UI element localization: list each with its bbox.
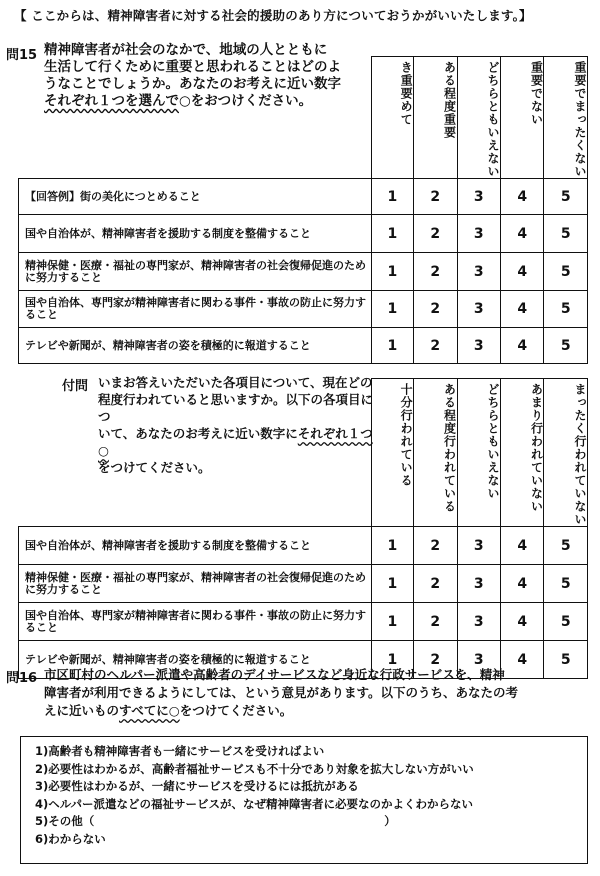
q15-choice[interactable]: 3: [457, 291, 500, 328]
q16-option[interactable]: 4)ヘルパー派遣などの福祉サービスが、なぜ精神障害者に必要なのかよくわからない: [35, 796, 473, 811]
q16-question: [44, 666, 594, 720]
q15-row-label: 国や自治体が、精神障害者を援助する制度を整備すること: [19, 215, 372, 253]
sub-choice[interactable]: 2: [414, 641, 457, 679]
q15-table: [18, 56, 588, 364]
sub-row-label: 精神保健・医療・福祉の専門家が、精神障害者の社会復帰促進のために努力すること: [19, 565, 372, 603]
table-row: [19, 565, 588, 603]
q15-col-header: ある程度重要: [414, 57, 457, 179]
q15-choice[interactable]: 4: [501, 179, 544, 215]
sub-col-header: どちらともいえない: [457, 379, 500, 527]
sub-line: いて、あなたのお考えに近い数字に: [98, 426, 298, 441]
sub-col-header: 十分行われている: [371, 379, 413, 527]
q16-option[interactable]: 3)必要性はわかるが、一緒にサービスを受けるには抵抗がある: [35, 779, 359, 793]
sub-tail: をつけてください。: [98, 460, 211, 475]
q15-line: うなことでしょうか。あなたのお考えに近い数字: [44, 76, 341, 92]
q15-choice[interactable]: 4: [501, 291, 544, 328]
q15-choice[interactable]: 1: [371, 328, 413, 364]
q16-emphasis: すべてに○: [119, 703, 180, 718]
q15-choice[interactable]: 5: [544, 291, 588, 328]
table-row: [19, 179, 588, 215]
section-header: 【 ここからは、精神障害者に対する社会的援助のあり方についておうかがいいたします。】: [14, 8, 532, 23]
q15-choice[interactable]: 4: [501, 253, 544, 291]
sub-number: 付問: [62, 379, 89, 394]
table-row: [19, 603, 588, 641]
sub-emphasis: それぞれ１つ○: [98, 426, 373, 458]
sub-choice[interactable]: 2: [414, 527, 457, 565]
q16-line: えに近いもの: [44, 703, 120, 718]
q15-row-label: 国や自治体、専門家が精神障害者に関わる事件・事故の防止に努力すること: [19, 291, 372, 328]
q15-choice[interactable]: 1: [371, 179, 413, 215]
q16-option: 5)その他（: [35, 814, 95, 828]
sub-line: 程度行われていると思いますか。以下の各項目につ: [98, 392, 374, 424]
sub-choice[interactable]: 4: [501, 603, 544, 641]
q15-choice[interactable]: 3: [457, 253, 500, 291]
q15-line: 精神障害者が社会のなかで、地域の人とともに: [44, 42, 328, 58]
q16-option[interactable]: 1)高齢者も精神障害者も一緒にサービスを受ければよい: [35, 744, 325, 758]
q15-line: 生活して行くために重要と思われることはどのよ: [44, 59, 341, 75]
q16-option[interactable]: 2)必要性はわかるが、高齢者福祉サービスも不十分であり対象を拡大しない方がいい: [35, 761, 474, 776]
q15-choice[interactable]: 5: [544, 215, 588, 253]
sub-choice[interactable]: 5: [544, 527, 588, 565]
q15-choice[interactable]: 2: [414, 215, 457, 253]
q16-number: 問16: [6, 671, 38, 686]
q15-choice[interactable]: 3: [457, 328, 500, 364]
sub-row-label: 国や自治体、専門家が精神障害者に関わる事件・事故の防止に努力すること: [19, 603, 372, 641]
q15-choice[interactable]: 4: [501, 328, 544, 364]
sub-line: いまお答えいただいた各項目について、現在どの: [98, 375, 373, 390]
table-row: [19, 215, 588, 253]
table-row: [19, 527, 588, 565]
q16-option-other[interactable]: [35, 813, 587, 831]
q15-col-header: どちらともいえない: [457, 57, 500, 179]
sub-choice[interactable]: 3: [457, 641, 500, 679]
q16-line: 障害者が利用できるようにしては、という意見があります。以下のうち、あなたの考: [44, 685, 519, 700]
sub-choice[interactable]: 4: [501, 527, 544, 565]
q15-choice[interactable]: 3: [457, 179, 500, 215]
sub-table: [18, 378, 588, 679]
q15-choice[interactable]: 2: [414, 291, 457, 328]
q16-other-close: ）: [384, 814, 396, 828]
q16-line: 市区町村のヘルパー派遣や高齢者のデイサービスなど身近な行政サービスを、精神: [44, 667, 505, 682]
q15-row-label: テレビや新聞が、精神障害者の姿を積極的に報道すること: [19, 328, 372, 364]
table-row: [19, 253, 588, 291]
sub-choice[interactable]: 5: [544, 565, 588, 603]
table-row: [19, 328, 588, 364]
sub-col-header: まったく行われていない: [544, 379, 588, 527]
sub-col-header: あまり行われていない: [501, 379, 544, 527]
sub-choice[interactable]: 3: [457, 565, 500, 603]
q15-choice[interactable]: 2: [414, 328, 457, 364]
q16-options-box: [20, 736, 588, 864]
table-row: [19, 291, 588, 328]
q15-choice[interactable]: 2: [414, 253, 457, 291]
sub-choice[interactable]: 5: [544, 641, 588, 679]
q15-row-label: 【回答例】街の美化につとめること: [19, 179, 372, 215]
sub-choice[interactable]: 3: [457, 527, 500, 565]
sub-choice[interactable]: 4: [501, 565, 544, 603]
sub-row-label: 国や自治体が、精神障害者を援助する制度を整備すること: [19, 527, 372, 565]
q15-row-label: 精神保健・医療・福祉の専門家が、精神障害者の社会復帰促進のために努力すること: [19, 253, 372, 291]
sub-choice[interactable]: 5: [544, 603, 588, 641]
sub-choice[interactable]: 1: [371, 527, 413, 565]
q15-choice[interactable]: 5: [544, 328, 588, 364]
q15-number: 問15: [6, 48, 38, 63]
q15-col-header: 重要でまったくない: [544, 57, 588, 179]
q15-choice[interactable]: 1: [371, 253, 413, 291]
sub-choice[interactable]: 1: [371, 565, 413, 603]
q15-choice[interactable]: 2: [414, 179, 457, 215]
q15-choice[interactable]: 5: [544, 179, 588, 215]
sub-choice[interactable]: 1: [371, 603, 413, 641]
sub-choice[interactable]: 1: [371, 641, 413, 679]
q15-choice[interactable]: 1: [371, 291, 413, 328]
q15-emphasis: それぞれ１つを選んで: [44, 93, 179, 109]
q15-col-header: 重要でない: [501, 57, 544, 179]
sub-row-label: テレビや新聞が、精神障害者の姿を積極的に報道すること: [19, 641, 372, 679]
q15-tail: ○をおつけください。: [179, 93, 313, 109]
sub-choice[interactable]: 3: [457, 603, 500, 641]
q15-choice[interactable]: 3: [457, 215, 500, 253]
sub-col-header: ある程度行われている: [414, 379, 457, 527]
q15-choice[interactable]: 5: [544, 253, 588, 291]
sub-choice[interactable]: 4: [501, 641, 544, 679]
q16-line: をつけてください。: [179, 703, 293, 718]
sub-choice[interactable]: 2: [414, 565, 457, 603]
sub-choice[interactable]: 2: [414, 603, 457, 641]
q15-choice[interactable]: 1: [371, 215, 413, 253]
q16-option[interactable]: 6)わからない: [35, 831, 106, 846]
q15-choice[interactable]: 4: [501, 215, 544, 253]
q15-col-header: き重要めて: [371, 57, 413, 179]
